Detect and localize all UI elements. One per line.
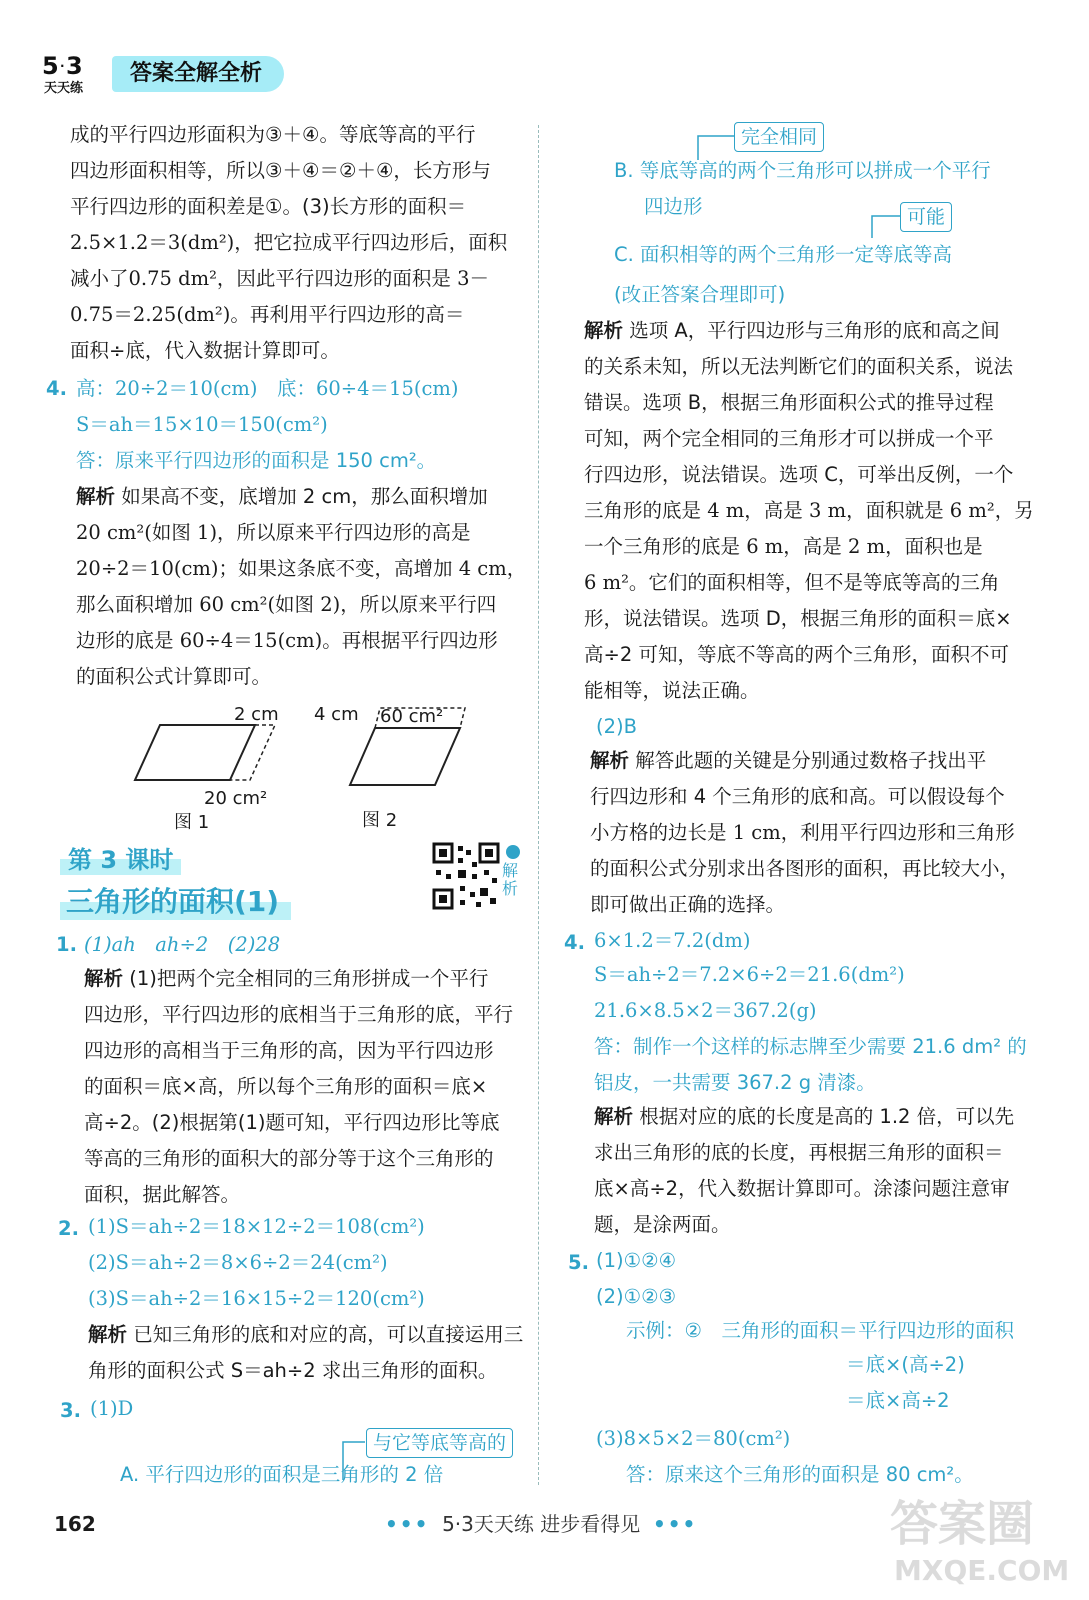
answer-line: 21.6×8.5×2＝367.2(g) — [594, 999, 817, 1022]
watermark-logo — [880, 1480, 1070, 1590]
analysis-line: 解析 (1)把两个完全相同的三角形拼成一个平行 — [84, 967, 489, 990]
analysis-line: 题，是涂两面。 — [594, 1213, 731, 1236]
analysis-line: 的关系未知，所以无法判断它们的面积关系，说法 — [584, 355, 1014, 378]
corrected-option-c: C. 面积相等的两个三角形一定等底等高 — [614, 243, 953, 266]
question-number: 4. — [564, 931, 585, 954]
fig2-parallelogram — [350, 728, 460, 785]
question-number: 3. — [60, 1399, 81, 1422]
analysis-line: 20÷2＝10(cm)；如果这条底不变，高增加 4 cm， — [76, 557, 527, 580]
svg-text:3: 3 — [66, 52, 83, 80]
brand-logo — [40, 50, 102, 96]
answer-line: (1)S＝ah÷2＝18×12÷2＝108(cm²) — [88, 1215, 425, 1238]
analysis-line: 的面积＝底×高，所以每个三角形的面积＝底× — [84, 1075, 488, 1098]
question-number: 5. — [568, 1251, 589, 1274]
analysis-line: 即可做出正确的选择。 — [590, 893, 786, 916]
corrected-note: (改正答案合理即可) — [614, 283, 786, 306]
analysis-line: 解析 如果高不变，底增加 2 cm，那么面积增加 — [76, 485, 488, 508]
play-icon — [506, 845, 520, 859]
fig1-caption: 图 1 — [174, 812, 210, 833]
analysis-line: 解析 根据对应的底的长度是高的 1.2 倍，可以先 — [594, 1105, 1015, 1128]
analysis-line: 20 cm²(如图 1)，所以原来平行四边形的高是 — [76, 521, 471, 544]
analysis-line: 形，说法错误。选项 D，根据三角形的面积＝底× — [584, 607, 1012, 630]
fig2-caption: 图 2 — [362, 810, 398, 831]
analysis-line: 的面积公式计算即可。 — [76, 665, 272, 688]
analysis-line: 一个三角形的底是 6 m，高是 2 m，面积也是 — [584, 535, 983, 558]
answer-line: ＝底×(高÷2) — [846, 1353, 965, 1376]
analysis-label: 解析 — [590, 749, 630, 772]
left-text-line: 平行四边形的面积差是①。(3)长方形的面积＝ — [70, 195, 467, 218]
answer-badge: 答案全解全析 — [112, 56, 284, 92]
answer-line: 6×1.2＝7.2(dm) — [594, 929, 751, 952]
analysis-line: 解析 解答此题的关键是分别通过数格子找出平 — [590, 749, 987, 772]
page-number: 162 — [54, 1512, 96, 1536]
fig1-bottom-label: 20 cm² — [204, 788, 268, 809]
answer-line: 答：制作一个这样的标志牌至少需要 21.6 dm² 的 — [594, 1035, 1027, 1058]
watermark-line1: 答案圈 — [890, 1496, 1035, 1552]
answer-line: 答：原来平行四边形的面积是 150 cm²。 — [76, 449, 437, 472]
analysis-label: 解析 — [76, 485, 116, 508]
answer-line: (2)B — [596, 715, 637, 738]
analysis-line: 错误。选项 B，根据三角形面积公式的推导过程 — [584, 391, 994, 414]
left-text-line: 0.75＝2.25(dm²)。再利用平行四边形的高＝ — [70, 303, 465, 326]
watermark-line2: MXQE.COM — [894, 1554, 1070, 1587]
footer-slogan: ••• 5·3天天练 进步看得见 ••• — [385, 1512, 698, 1536]
analysis-line: 底×高÷2，代入数据计算即可。涂漆问题注意审 — [594, 1177, 1010, 1200]
analysis-line: 四边形，平行四边形的底相当于三角形的底，平行 — [84, 1003, 514, 1026]
answer-line: (1)ah ah÷2 (2)28 — [84, 933, 281, 956]
svg-text:5: 5 — [42, 52, 59, 80]
svg-text:天天练: 天天练 — [44, 81, 84, 96]
analysis-line: 解析 选项 A，平行四边形与三角形的底和高之间 — [584, 319, 1000, 342]
lesson-title: 三角形的面积(1) — [60, 880, 291, 920]
analysis-label: 解析 — [584, 319, 624, 342]
answer-line: (3)8×5×2＝80(cm²) — [596, 1427, 791, 1450]
analysis-line: 等高的三角形的面积大的部分等于这个三角形的 — [84, 1147, 494, 1170]
answer-line: ＝底×高÷2 — [846, 1389, 950, 1412]
analysis-line: 三角形的底是 4 m，高是 3 m，面积就是 6 m²，另 — [584, 499, 1034, 522]
answer-line: (2)S＝ah÷2＝8×6÷2＝24(cm²) — [88, 1251, 388, 1274]
analysis-line: 四边形的高相当于三角形的高，因为平行四边形 — [84, 1039, 494, 1062]
analysis-line: 高÷2 可知，等底不等高的两个三角形，面积不可 — [584, 643, 1009, 666]
correction-note: 完全相同 — [734, 122, 824, 152]
fig1-extension — [230, 725, 275, 780]
corrected-option-b: 四边形 — [644, 195, 703, 218]
fig1-parallelogram — [135, 725, 255, 780]
left-text-line: 四边形面积相等，所以③＋④＝②＋④，长方形与 — [70, 159, 491, 182]
answer-line: (1)①②④ — [596, 1249, 677, 1272]
qr-label: 解析 — [502, 861, 519, 898]
corrected-option-a: A. 平行四边形的面积是三角形的 2 倍 — [120, 1463, 444, 1486]
answer-line: 高：20÷2＝10(cm) 底：60÷4＝15(cm) — [76, 377, 459, 400]
column-divider — [538, 125, 539, 1485]
qr-code-icon[interactable] — [432, 842, 500, 910]
left-text-line: 2.5×1.2＝3(dm²)，把它拉成平行四边形后，面积 — [70, 231, 508, 254]
analysis-label: 解析 — [88, 1323, 128, 1346]
analysis-line: 解析 已知三角形的底和对应的高，可以直接运用三 — [88, 1323, 524, 1346]
answer-line: (2)①②③ — [596, 1285, 677, 1308]
fig1-top-label: 2 cm — [234, 704, 279, 725]
answer-line: S＝ah÷2＝7.2×6÷2＝21.6(dm²) — [594, 963, 905, 986]
svg-text:·: · — [60, 59, 65, 73]
analysis-line: 那么面积增加 60 cm²(如图 2)，所以原来平行四 — [76, 593, 497, 616]
analysis-label: 解析 — [84, 967, 124, 990]
answer-line: 答：原来这个三角形的面积是 80 cm²。 — [626, 1463, 974, 1486]
correction-note: 与它等底等高的 — [366, 1428, 513, 1458]
analysis-line: 行四边形，说法错误。选项 C，可举出反例，一个 — [584, 463, 1014, 486]
lesson-tag: 第 3 课时 — [60, 840, 181, 875]
question-number: 4. — [46, 377, 67, 400]
analysis-line: 面积，据此解答。 — [84, 1183, 241, 1206]
page-header — [40, 50, 300, 100]
answer-line: 示例：② 三角形的面积＝平行四边形的面积 — [626, 1319, 1014, 1342]
analysis-line: 可知，两个完全相同的三角形才可以拼成一个平 — [584, 427, 994, 450]
analysis-line: 角形的面积公式 S＝ah÷2 求出三角形的面积。 — [88, 1359, 498, 1382]
question-number: 1. — [56, 933, 77, 956]
analysis-line: 边形的底是 60÷4＝15(cm)。再根据平行四边形 — [76, 629, 498, 652]
left-text-line: 减小了0.75 dm²，因此平行四边形的面积是 3－ — [70, 267, 490, 290]
analysis-line: 小方格的边长是 1 cm，利用平行四边形和三角形 — [590, 821, 1015, 844]
left-text-line: 面积÷底，代入数据计算即可。 — [70, 339, 340, 362]
fig2-left-label: 4 cm — [314, 704, 359, 725]
analysis-line: 求出三角形的底的长度，再根据三角形的面积＝ — [594, 1141, 1004, 1164]
analysis-line: 能相等，说法正确。 — [584, 679, 760, 702]
answer-line: (3)S＝ah÷2＝16×15÷2＝120(cm²) — [88, 1287, 425, 1310]
fig2-top-label: 60 cm² — [380, 706, 444, 727]
analysis-line: 6 m²。它们的面积相等，但不是等底等高的三角 — [584, 571, 1000, 594]
analysis-label: 解析 — [594, 1105, 634, 1128]
corrected-option-b: B. 等底等高的两个三角形可以拼成一个平行 — [614, 159, 991, 182]
analysis-line: 高÷2。(2)根据第(1)题可知，平行四边形比等底 — [84, 1111, 500, 1134]
correction-note: 可能 — [900, 202, 952, 232]
left-text-line: 成的平行四边形面积为③＋④。等底等高的平行 — [70, 123, 476, 146]
answer-line: S＝ah＝15×10＝150(cm²) — [76, 413, 328, 436]
answer-line: (1)D — [90, 1397, 134, 1420]
question-number: 2. — [58, 1217, 79, 1240]
analysis-line: 行四边形和 4 个三角形的底和高。可以假设每个 — [590, 785, 1005, 808]
answer-line: 铝皮，一共需要 367.2 g 清漆。 — [594, 1071, 876, 1094]
analysis-line: 的面积公式分别求出各图形的面积，再比较大小， — [590, 857, 1020, 880]
